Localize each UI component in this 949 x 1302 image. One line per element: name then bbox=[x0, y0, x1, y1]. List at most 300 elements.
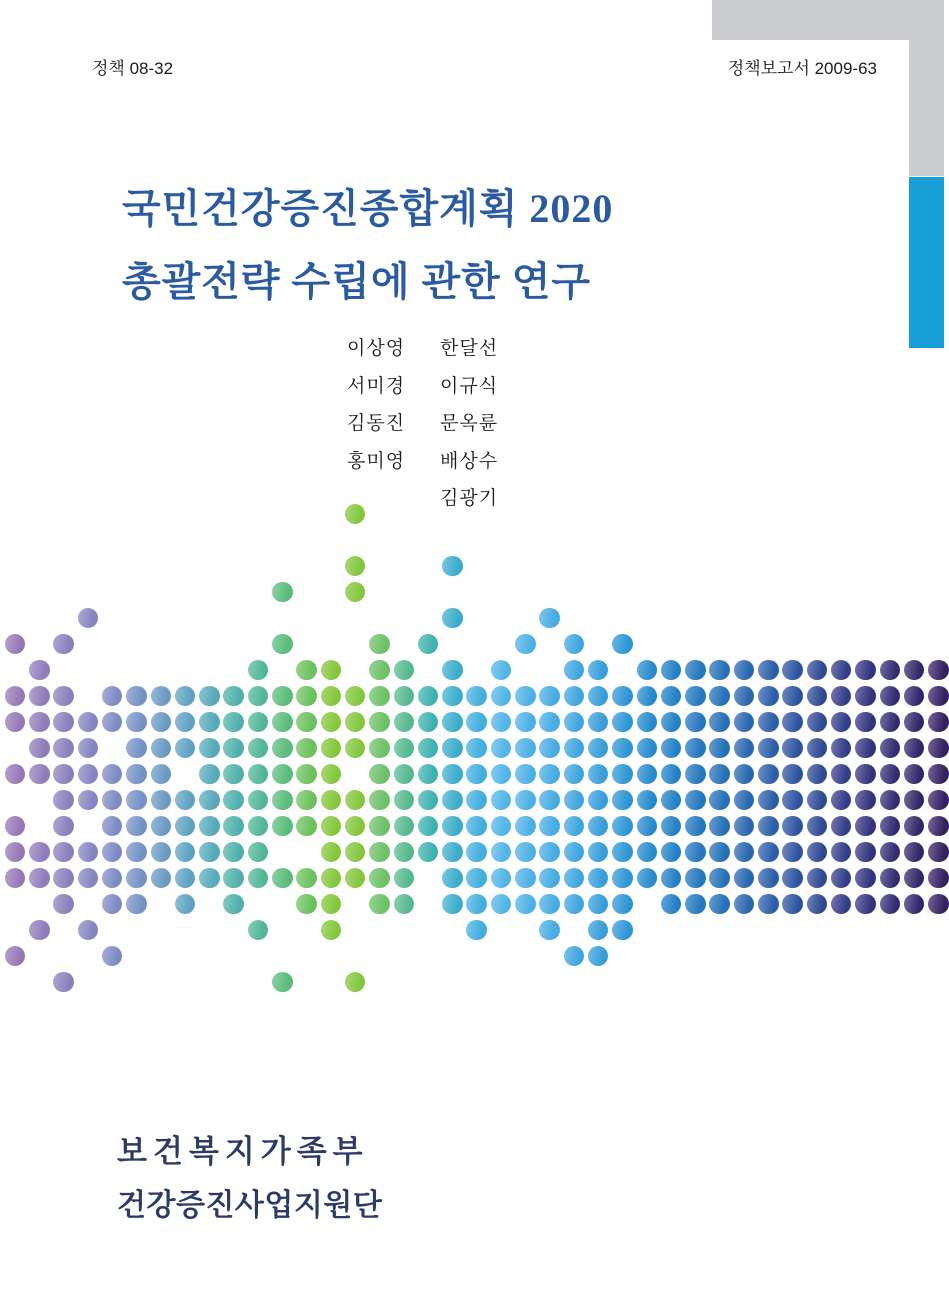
dot bbox=[588, 842, 609, 863]
dot bbox=[466, 816, 487, 837]
dot bbox=[199, 738, 220, 759]
dot bbox=[272, 712, 293, 733]
dot bbox=[223, 686, 244, 707]
dot bbox=[442, 686, 463, 707]
dot bbox=[612, 868, 633, 889]
dot bbox=[394, 816, 415, 837]
dot bbox=[588, 790, 609, 811]
dot bbox=[78, 608, 99, 629]
dot bbox=[53, 842, 74, 863]
dot bbox=[369, 634, 390, 655]
dot bbox=[831, 738, 852, 759]
dot bbox=[345, 972, 366, 993]
dot bbox=[126, 816, 147, 837]
dot bbox=[491, 868, 512, 889]
dot bbox=[564, 946, 585, 967]
dot bbox=[175, 738, 196, 759]
dot bbox=[637, 790, 658, 811]
dot bbox=[466, 920, 487, 941]
dot bbox=[734, 660, 755, 681]
dot bbox=[442, 660, 463, 681]
dot bbox=[53, 868, 74, 889]
dot bbox=[709, 660, 730, 681]
dot bbox=[248, 686, 269, 707]
dot bbox=[709, 764, 730, 785]
dot bbox=[904, 738, 925, 759]
dot bbox=[904, 686, 925, 707]
dot bbox=[515, 712, 536, 733]
dot bbox=[369, 816, 390, 837]
dot bbox=[831, 790, 852, 811]
dot bbox=[928, 894, 949, 915]
dot bbox=[78, 842, 99, 863]
dot bbox=[442, 764, 463, 785]
dot bbox=[539, 738, 560, 759]
dot bbox=[709, 868, 730, 889]
dot bbox=[321, 660, 342, 681]
dot bbox=[539, 894, 560, 915]
dot bbox=[53, 738, 74, 759]
dot bbox=[272, 868, 293, 889]
dot bbox=[5, 816, 26, 837]
dot bbox=[612, 634, 633, 655]
dot bbox=[53, 894, 74, 915]
dot bbox=[369, 764, 390, 785]
dot bbox=[5, 764, 26, 785]
dot bbox=[807, 894, 828, 915]
dot bbox=[612, 738, 633, 759]
dot bbox=[928, 868, 949, 889]
dot bbox=[855, 868, 876, 889]
dot bbox=[564, 790, 585, 811]
dot bbox=[175, 816, 196, 837]
dot bbox=[126, 738, 147, 759]
dot bbox=[734, 738, 755, 759]
dot bbox=[880, 764, 901, 785]
dot bbox=[5, 842, 26, 863]
dot bbox=[637, 816, 658, 837]
dot bbox=[175, 686, 196, 707]
dot bbox=[369, 686, 390, 707]
dot bbox=[126, 868, 147, 889]
dot bbox=[782, 790, 803, 811]
dot bbox=[418, 686, 439, 707]
author-name: 이상영 bbox=[347, 338, 406, 359]
dot bbox=[904, 660, 925, 681]
dot bbox=[588, 816, 609, 837]
dot bbox=[369, 842, 390, 863]
dot bbox=[272, 816, 293, 837]
dot bbox=[685, 686, 706, 707]
dot bbox=[369, 790, 390, 811]
dot bbox=[29, 660, 50, 681]
dot bbox=[588, 660, 609, 681]
dot bbox=[539, 608, 560, 629]
dot bbox=[709, 816, 730, 837]
dot bbox=[126, 686, 147, 707]
dot bbox=[515, 868, 536, 889]
dot bbox=[394, 790, 415, 811]
dot bbox=[102, 712, 123, 733]
dot bbox=[466, 868, 487, 889]
dot bbox=[466, 894, 487, 915]
dot bbox=[588, 920, 609, 941]
dot bbox=[661, 894, 682, 915]
dot bbox=[78, 868, 99, 889]
dot bbox=[223, 868, 244, 889]
dot bbox=[637, 868, 658, 889]
dot bbox=[564, 738, 585, 759]
dot bbox=[296, 790, 317, 811]
dot bbox=[248, 842, 269, 863]
dot bbox=[515, 686, 536, 707]
dot bbox=[880, 842, 901, 863]
report-title-line2: 총괄전략 수립에 관한 연구 bbox=[122, 259, 592, 304]
dot bbox=[588, 894, 609, 915]
dot bbox=[880, 738, 901, 759]
dot bbox=[539, 842, 560, 863]
dot bbox=[296, 712, 317, 733]
author-name: 김동진 bbox=[347, 413, 406, 435]
dot bbox=[442, 842, 463, 863]
dot bbox=[199, 842, 220, 863]
dot bbox=[515, 894, 536, 915]
dot bbox=[29, 842, 50, 863]
dot bbox=[855, 686, 876, 707]
dot bbox=[321, 790, 342, 811]
dot bbox=[151, 712, 172, 733]
dot bbox=[272, 634, 293, 655]
dot bbox=[928, 738, 949, 759]
dot bbox=[491, 712, 512, 733]
dot bbox=[880, 660, 901, 681]
dot bbox=[345, 686, 366, 707]
dot bbox=[782, 738, 803, 759]
dot bbox=[491, 738, 512, 759]
dot bbox=[734, 816, 755, 837]
dot bbox=[296, 686, 317, 707]
dot bbox=[637, 712, 658, 733]
dot bbox=[151, 738, 172, 759]
dot bbox=[758, 712, 779, 733]
author-name: 홍미영 bbox=[347, 450, 406, 472]
dot bbox=[394, 842, 415, 863]
dot bbox=[880, 868, 901, 889]
dot bbox=[126, 790, 147, 811]
dot bbox=[637, 764, 658, 785]
dot bbox=[345, 790, 366, 811]
dot bbox=[321, 920, 342, 941]
dot bbox=[807, 712, 828, 733]
dot bbox=[248, 816, 269, 837]
dot bbox=[588, 686, 609, 707]
dot bbox=[102, 894, 123, 915]
dot bbox=[564, 686, 585, 707]
dot bbox=[345, 816, 366, 837]
dot bbox=[782, 816, 803, 837]
dot bbox=[928, 842, 949, 863]
dot bbox=[685, 712, 706, 733]
dot bbox=[904, 712, 925, 733]
dot bbox=[685, 894, 706, 915]
dot bbox=[588, 738, 609, 759]
dot bbox=[515, 816, 536, 837]
dot bbox=[296, 738, 317, 759]
dot bbox=[151, 764, 172, 785]
dot bbox=[199, 686, 220, 707]
dot bbox=[199, 868, 220, 889]
dot bbox=[758, 660, 779, 681]
dot bbox=[394, 660, 415, 681]
dot bbox=[855, 764, 876, 785]
dot bbox=[515, 634, 536, 655]
dot bbox=[29, 868, 50, 889]
dot bbox=[734, 764, 755, 785]
dot bbox=[758, 868, 779, 889]
dot bbox=[102, 946, 123, 967]
dot bbox=[345, 582, 366, 603]
dot bbox=[831, 712, 852, 733]
dot bbox=[807, 790, 828, 811]
dot bbox=[442, 816, 463, 837]
dot bbox=[564, 764, 585, 785]
dot bbox=[175, 868, 196, 889]
dot bbox=[734, 712, 755, 733]
dot bbox=[321, 764, 342, 785]
dot bbox=[515, 764, 536, 785]
dot bbox=[539, 764, 560, 785]
dot bbox=[418, 634, 439, 655]
dot bbox=[321, 816, 342, 837]
dot bbox=[345, 738, 366, 759]
dot bbox=[5, 868, 26, 889]
dot bbox=[661, 790, 682, 811]
dot bbox=[782, 686, 803, 707]
dot bbox=[321, 894, 342, 915]
dot bbox=[223, 712, 244, 733]
dot bbox=[369, 868, 390, 889]
dot bbox=[296, 764, 317, 785]
dot bbox=[442, 608, 463, 629]
dot bbox=[5, 634, 26, 655]
dot bbox=[345, 842, 366, 863]
dot bbox=[928, 660, 949, 681]
dot bbox=[685, 790, 706, 811]
dot bbox=[29, 738, 50, 759]
dot bbox=[904, 894, 925, 915]
dot bbox=[928, 790, 949, 811]
dot bbox=[78, 712, 99, 733]
dot bbox=[928, 712, 949, 733]
dot bbox=[709, 894, 730, 915]
dot bbox=[126, 712, 147, 733]
dot bbox=[466, 686, 487, 707]
dot bbox=[102, 816, 123, 837]
dot bbox=[53, 816, 74, 837]
dot bbox=[296, 868, 317, 889]
dot bbox=[248, 712, 269, 733]
dot bbox=[515, 738, 536, 759]
dot bbox=[709, 738, 730, 759]
dot bbox=[539, 920, 560, 941]
agency-name: 건강증진사업지원단 bbox=[117, 1189, 383, 1222]
dot bbox=[564, 842, 585, 863]
dot bbox=[53, 634, 74, 655]
dot bbox=[782, 894, 803, 915]
dot bbox=[175, 842, 196, 863]
dot bbox=[321, 686, 342, 707]
dot bbox=[539, 686, 560, 707]
dot bbox=[807, 660, 828, 681]
dot bbox=[78, 790, 99, 811]
dot bbox=[369, 738, 390, 759]
dot bbox=[53, 790, 74, 811]
dot bbox=[223, 894, 244, 915]
dot bbox=[807, 764, 828, 785]
dot bbox=[685, 660, 706, 681]
dot bbox=[855, 738, 876, 759]
dot bbox=[685, 764, 706, 785]
dot bbox=[758, 764, 779, 785]
dot bbox=[855, 842, 876, 863]
author-name: 문옥륜 bbox=[440, 413, 499, 435]
dot bbox=[466, 842, 487, 863]
dot bbox=[758, 816, 779, 837]
dot bbox=[831, 868, 852, 889]
dot bbox=[151, 842, 172, 863]
dot bbox=[734, 790, 755, 811]
dot bbox=[880, 894, 901, 915]
dot bbox=[53, 764, 74, 785]
dot bbox=[685, 816, 706, 837]
dot bbox=[685, 842, 706, 863]
dot bbox=[880, 816, 901, 837]
dot bbox=[394, 738, 415, 759]
dot bbox=[321, 738, 342, 759]
dot bbox=[734, 894, 755, 915]
dot bbox=[782, 842, 803, 863]
dot bbox=[734, 868, 755, 889]
dot bbox=[248, 868, 269, 889]
dot bbox=[102, 790, 123, 811]
dot bbox=[758, 686, 779, 707]
dot bbox=[831, 816, 852, 837]
dot bbox=[321, 712, 342, 733]
dot bbox=[442, 738, 463, 759]
dot bbox=[564, 816, 585, 837]
dot bbox=[831, 842, 852, 863]
dot bbox=[369, 660, 390, 681]
dot bbox=[831, 686, 852, 707]
dot bbox=[685, 738, 706, 759]
dot bbox=[248, 764, 269, 785]
dot bbox=[807, 686, 828, 707]
dot bbox=[734, 686, 755, 707]
dot bbox=[855, 660, 876, 681]
dot bbox=[782, 660, 803, 681]
dot bbox=[661, 764, 682, 785]
dot bbox=[880, 790, 901, 811]
dot bbox=[612, 712, 633, 733]
dot bbox=[880, 686, 901, 707]
dot bbox=[661, 712, 682, 733]
dot bbox=[564, 712, 585, 733]
dot bbox=[466, 712, 487, 733]
dot bbox=[709, 790, 730, 811]
dot bbox=[637, 686, 658, 707]
dot bbox=[175, 790, 196, 811]
dot bbox=[661, 816, 682, 837]
dot bbox=[223, 790, 244, 811]
dot bbox=[807, 816, 828, 837]
dot bbox=[539, 868, 560, 889]
dot bbox=[418, 738, 439, 759]
dot bbox=[928, 816, 949, 837]
dot bbox=[539, 712, 560, 733]
dot bbox=[418, 842, 439, 863]
dot bbox=[515, 842, 536, 863]
dot bbox=[564, 660, 585, 681]
dot bbox=[296, 660, 317, 681]
dot bbox=[126, 894, 147, 915]
dot bbox=[442, 868, 463, 889]
dot bbox=[345, 868, 366, 889]
dot bbox=[855, 894, 876, 915]
dot bbox=[661, 842, 682, 863]
dot bbox=[758, 842, 779, 863]
dot bbox=[491, 842, 512, 863]
dot bbox=[5, 946, 26, 967]
dot bbox=[807, 842, 828, 863]
dot bbox=[491, 894, 512, 915]
dot bbox=[612, 920, 633, 941]
dot bbox=[102, 686, 123, 707]
dot bbox=[394, 686, 415, 707]
dot bbox=[29, 712, 50, 733]
dot bbox=[199, 816, 220, 837]
dot bbox=[78, 764, 99, 785]
dot bbox=[442, 712, 463, 733]
dot bbox=[466, 790, 487, 811]
dot bbox=[661, 738, 682, 759]
dot bbox=[831, 894, 852, 915]
dot bbox=[321, 842, 342, 863]
dot bbox=[637, 660, 658, 681]
dot bbox=[345, 556, 366, 577]
dot bbox=[855, 816, 876, 837]
dot bbox=[491, 686, 512, 707]
dot bbox=[53, 686, 74, 707]
dot bbox=[296, 894, 317, 915]
dot bbox=[758, 738, 779, 759]
dot bbox=[78, 738, 99, 759]
dot bbox=[175, 712, 196, 733]
dot bbox=[248, 738, 269, 759]
dot bbox=[199, 712, 220, 733]
author-name: 배상수 bbox=[440, 450, 499, 472]
dot bbox=[612, 764, 633, 785]
dot bbox=[78, 920, 99, 941]
dot bbox=[151, 868, 172, 889]
dot bbox=[369, 894, 390, 915]
dot bbox=[272, 972, 293, 993]
dot bbox=[394, 712, 415, 733]
dot bbox=[612, 894, 633, 915]
dot bbox=[151, 816, 172, 837]
dot bbox=[151, 790, 172, 811]
dot bbox=[734, 842, 755, 863]
dot bbox=[53, 712, 74, 733]
